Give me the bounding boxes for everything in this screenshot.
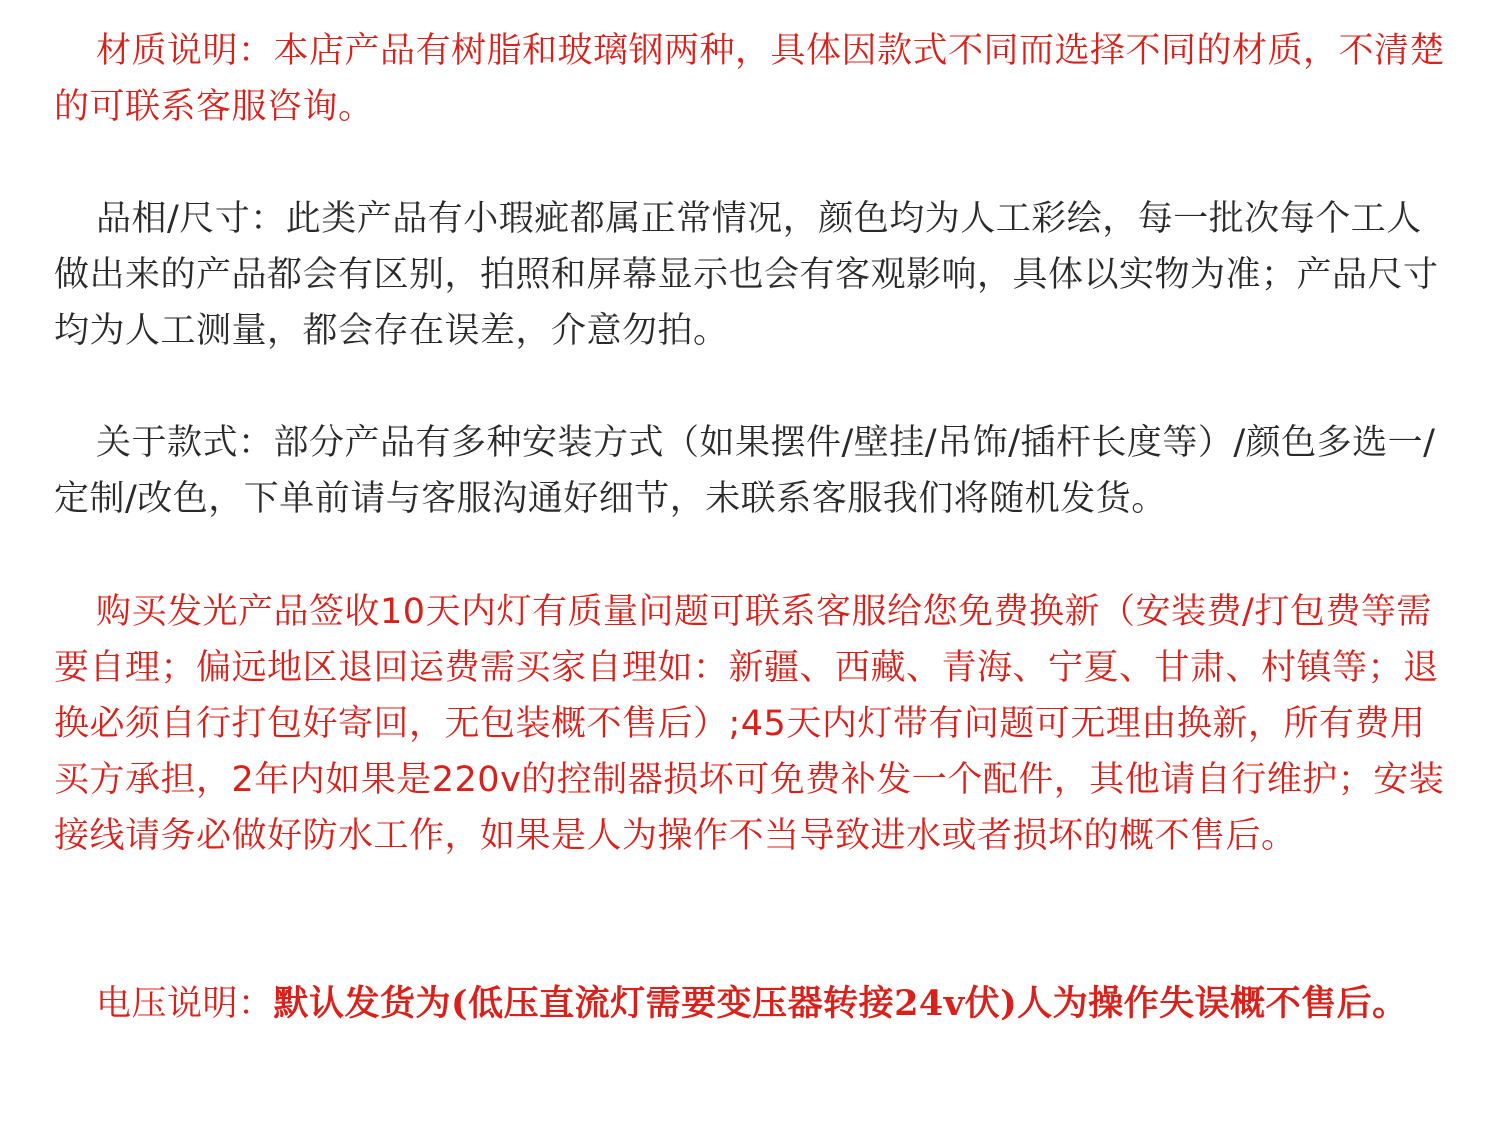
voltage-notice <box>54 976 1454 1032</box>
lighting-warranty-notice: 购买发光产品签收10天内灯有质量问题可联系客服给您免费换新（安装费/打包费等需要自理；偏远地区退回运费需买家自理如：新疆、西藏、青海、宁夏、甘肃、村镇等；退换必须自行打包好寄回，无包装概不售后）;45天内灯带有问题可无理由换新，所有费用买方承担，2年内如果是220v的控制器损坏可免费补发一个配件，其他请自行维护；安装接线请务必做好防水工作，如果是人为操作不当导致进水或者损坏的概不售后。 <box>54 592 1445 856</box>
voltage-label: 电压说明： <box>96 984 274 1024</box>
appearance-size-notice: 品相/尺寸：此类产品有小瑕疵都属正常情况，颜色均为人工彩绘，每一批次每个工人做出来的产品都会有区别，拍照和屏幕显示也会有客观影响，具体以实物为准；产品尺寸均为人工测量，都会存在误差，介意勿拍。 <box>54 199 1439 351</box>
voltage-text: 默认发货为(低压直流灯需要变压器转接24v伏)人为操作失误概不售后。 <box>273 983 1408 1024</box>
material-notice: 材质说明：本店产品有树脂和玻璃钢两种，具体因款式不同而选择不同的材质，不清楚的可联系客服咨询。 <box>54 31 1446 127</box>
style-notice: 关于款式：部分产品有多种安装方式（如果摆件/壁挂/吊饰/插杆长度等）/颜色多选一/定制/改色，下单前请与客服沟通好细节，未联系客服我们将随机发货。 <box>54 423 1436 519</box>
